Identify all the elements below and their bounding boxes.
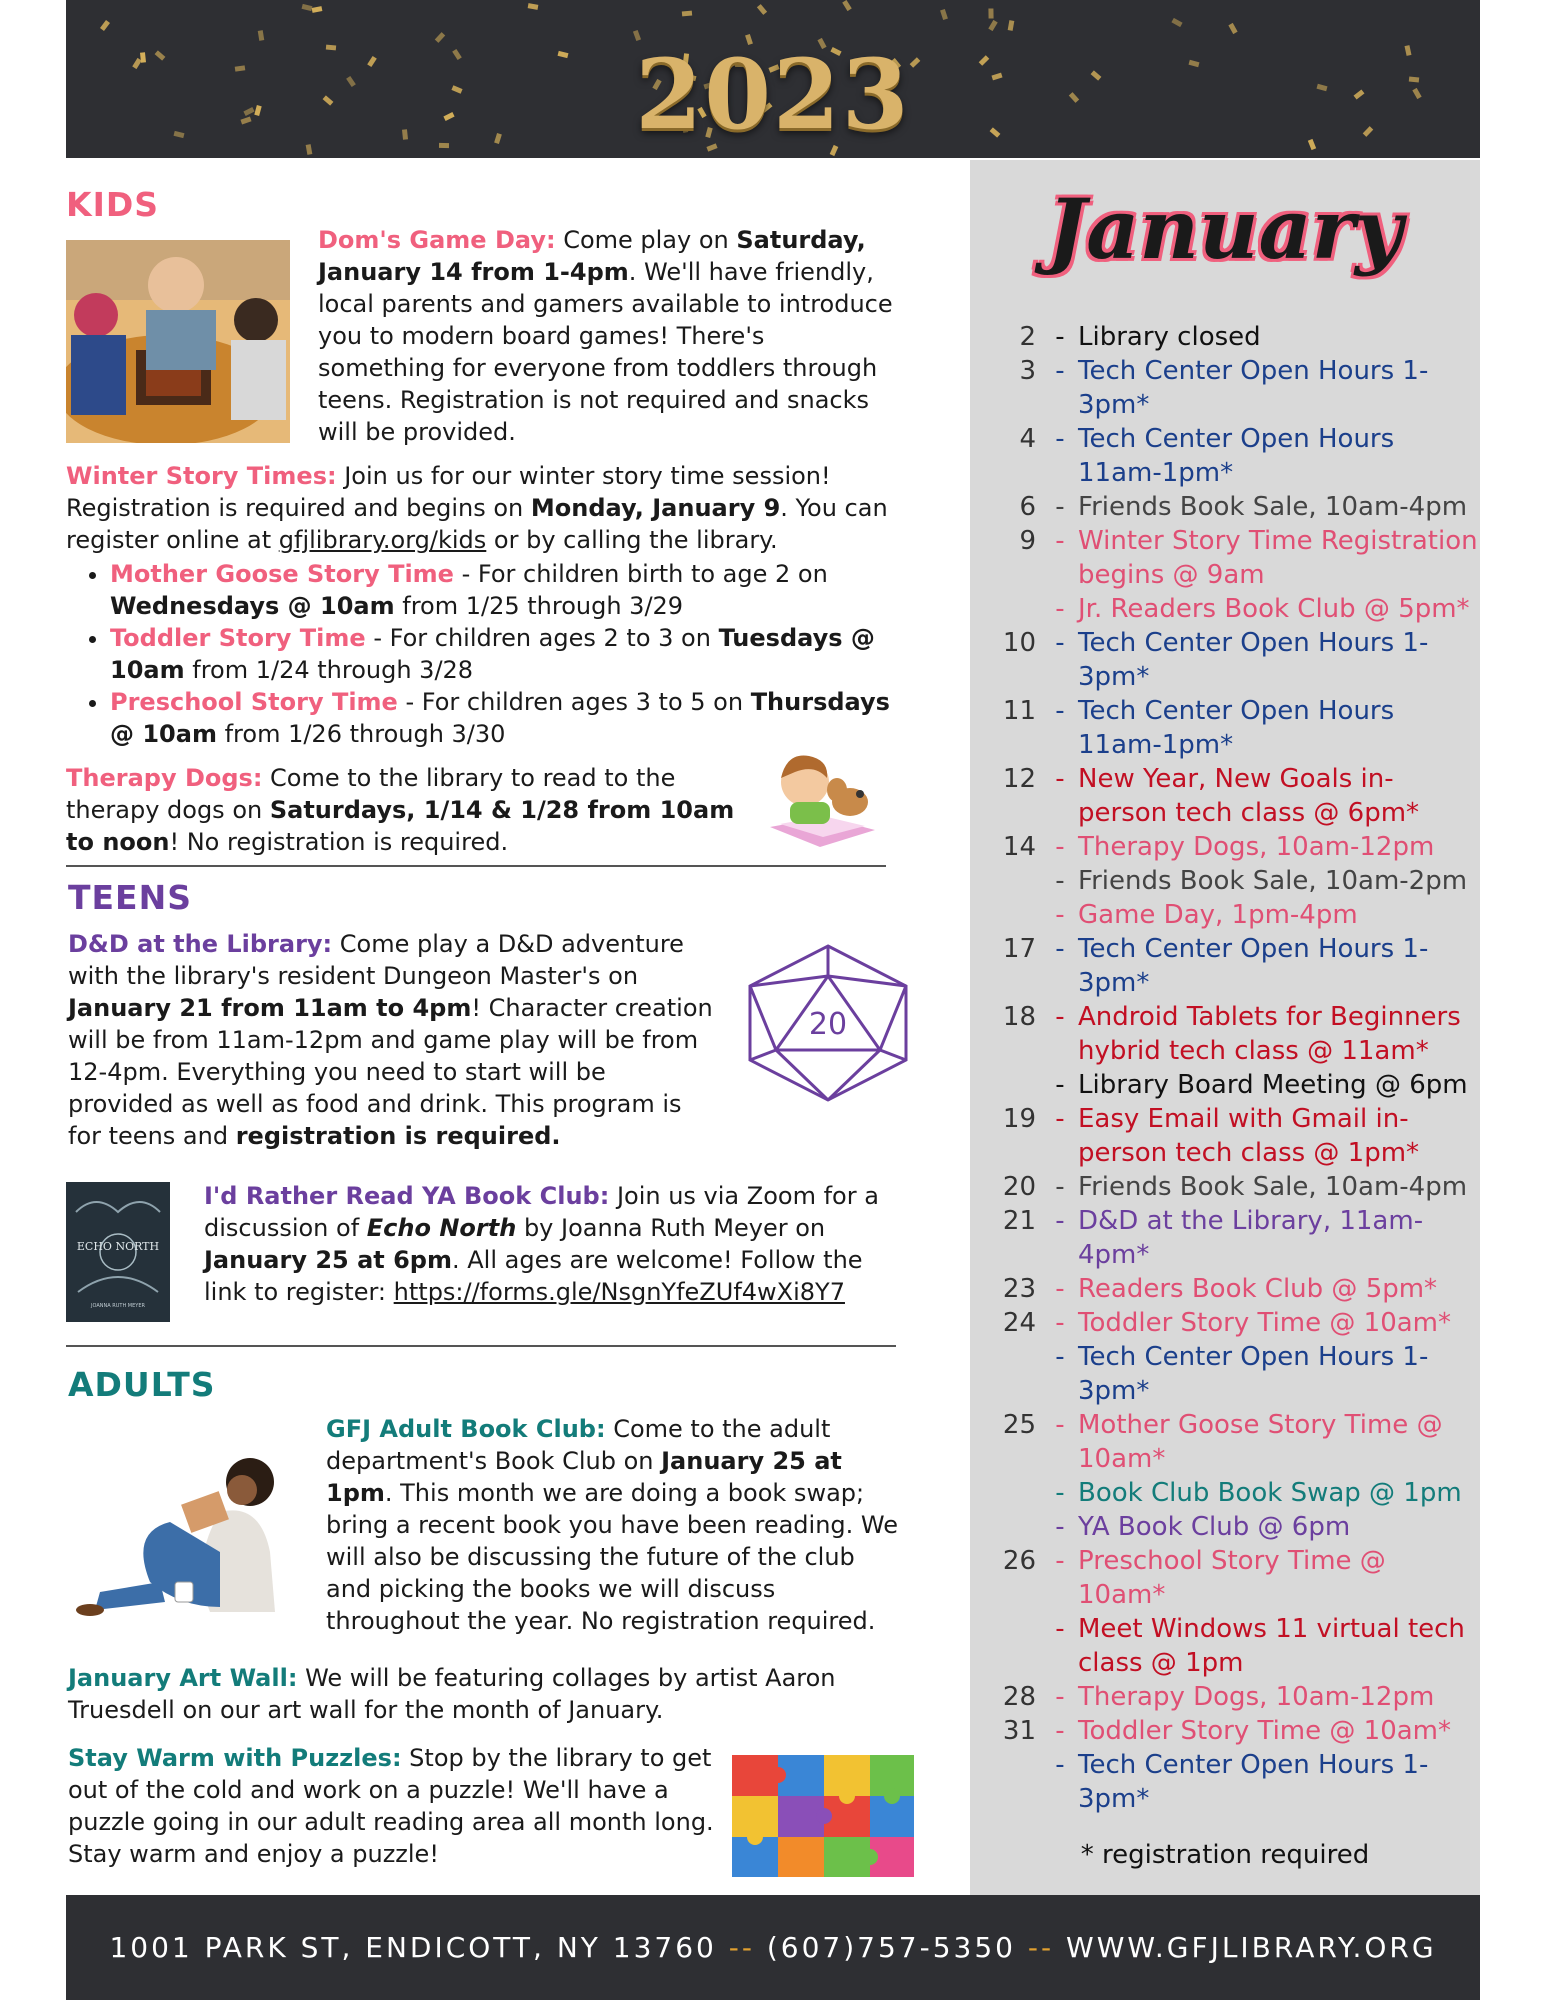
section-divider bbox=[66, 865, 886, 867]
calendar-event bbox=[970, 320, 1480, 354]
ya-book-club-label: I'd Rather Read YA Book Club: bbox=[204, 1182, 610, 1210]
d20-dice-icon bbox=[742, 942, 914, 1104]
ya-book-club-text: I'd Rather Read YA Book Club: Join us via Zoom for a discussion of Echo North by Joanna Ruth Meyer on January 25 at 6pm. All ages are welcome! Follow the link to register: https://forms.gle/NsgnYfeZUf4wXi8Y7 bbox=[204, 1182, 879, 1306]
calendar-event bbox=[970, 762, 1480, 830]
event-text: D&D at the Library, 11am-4pm* bbox=[1078, 1206, 1424, 1270]
calendar-event bbox=[970, 592, 1480, 626]
year-title: 2023 bbox=[635, 38, 911, 151]
event-dash: - bbox=[1055, 934, 1065, 964]
puzzle-pieces-image bbox=[732, 1755, 914, 1877]
january-calendar-sidebar bbox=[970, 160, 1480, 1895]
event-dash: - bbox=[1055, 1308, 1065, 1338]
book-cover-author: JOANNA RUTH MEYER bbox=[91, 1303, 145, 1309]
event-day: 10 bbox=[1002, 628, 1036, 658]
list-item: • Toddler Story Time - For children ages 2 to 3 on Tuesdays @ 10am from 1/24 through 3/28 bbox=[110, 622, 896, 686]
confetti-piece bbox=[100, 20, 110, 31]
kids-link[interactable]: gfjlibrary.org/kids bbox=[278, 526, 487, 554]
event-text: Readers Book Club @ 5pm* bbox=[1078, 1274, 1438, 1304]
calendar-event bbox=[970, 354, 1480, 422]
event-day: 18 bbox=[1002, 1002, 1036, 1032]
event-day bbox=[970, 1510, 1042, 1544]
calendar-event bbox=[970, 864, 1480, 898]
event-day bbox=[970, 1068, 1042, 1102]
confetti-piece bbox=[757, 4, 767, 15]
event-dash: - bbox=[1055, 424, 1065, 454]
event-dash: - bbox=[1055, 832, 1065, 862]
d20-number: 20 bbox=[808, 1007, 848, 1042]
calendar-event bbox=[970, 898, 1480, 932]
event-day bbox=[970, 1748, 1042, 1816]
calendar-event bbox=[970, 422, 1480, 490]
event-day: 26 bbox=[1002, 1546, 1036, 1576]
event-text: Preschool Story Time @ 10am* bbox=[1078, 1546, 1386, 1610]
event-dash: - bbox=[1055, 322, 1065, 352]
calendar-event bbox=[970, 1204, 1480, 1272]
event-dash: - bbox=[1055, 1206, 1065, 1236]
event-dash: - bbox=[1055, 866, 1065, 896]
ya-register-link[interactable]: https://forms.gle/NsgnYfeZUf4wXi8Y7 bbox=[393, 1278, 845, 1306]
event-text: Tech Center Open Hours 11am-1pm* bbox=[1078, 696, 1395, 760]
calendar-event bbox=[970, 1000, 1480, 1068]
month-title: January bbox=[1047, 182, 1403, 278]
game-day-label: Dom's Game Day: bbox=[318, 226, 556, 254]
event-day: 19 bbox=[1002, 1104, 1036, 1134]
event-day bbox=[970, 1340, 1042, 1408]
event-day: 28 bbox=[1002, 1682, 1036, 1712]
event-day: 6 bbox=[1019, 492, 1036, 522]
event-text: Game Day, 1pm-4pm bbox=[1078, 900, 1358, 930]
event-day: 9 bbox=[1019, 526, 1036, 556]
event-text: Meet Windows 11 virtual tech class @ 1pm bbox=[1078, 1614, 1465, 1678]
event-dash: - bbox=[1055, 628, 1065, 658]
confetti-piece bbox=[1228, 23, 1237, 34]
event-text: Winter Story Time Registration begins @ 9am bbox=[1078, 526, 1478, 590]
calendar-event bbox=[970, 1170, 1480, 1204]
game-day-text: Dom's Game Day: Come play on Saturday, January 14 from 1-4pm. We'll have friendly, local parents and gamers available to introduce you to modern board games! There's something for everyone from toddlers through teens. Registration is not required and snacks will be provided. bbox=[318, 226, 893, 446]
calendar-event bbox=[970, 830, 1480, 864]
event-dash: - bbox=[1055, 1342, 1065, 1372]
confetti-piece bbox=[988, 8, 993, 18]
winter-story-text: Winter Story Times: Join us for our winter story time session! Registration is required and begins on Monday, January 9. You can register online at gfjlibrary.org/kids or by calling the library. bbox=[66, 462, 888, 554]
list-item: • Preschool Story Time - For children ages 3 to 5 on Thursdays @ 10am from 1/26 through 3/30 bbox=[110, 686, 896, 750]
event-day: 3 bbox=[1019, 356, 1036, 386]
footer-separator: -- bbox=[1027, 1931, 1055, 1964]
event-text: Android Tablets for Beginners hybrid tech class @ 11am* bbox=[1078, 1002, 1461, 1066]
calendar-event bbox=[970, 626, 1480, 694]
event-text: Tech Center Open Hours 1-3pm* bbox=[1078, 356, 1429, 420]
puzzles-text: Stay Warm with Puzzles: Stop by the library to get out of the cold and work on a puzzle! We'll have a puzzle going in our adult reading area all month long. Stay warm and enjoy a puzzle! bbox=[68, 1744, 714, 1868]
calendar-event bbox=[970, 1748, 1480, 1816]
event-day: 14 bbox=[1002, 832, 1036, 862]
calendar-event bbox=[970, 1408, 1480, 1476]
list-item: • Mother Goose Story Time - For children birth to age 2 on Wednesdays @ 10am from 1/25 through 3/29 bbox=[110, 558, 896, 622]
event-text: Tech Center Open Hours 1-3pm* bbox=[1078, 628, 1429, 692]
event-day: 31 bbox=[1002, 1716, 1036, 1746]
confetti-piece bbox=[940, 9, 948, 20]
event-text: Book Club Book Swap @ 1pm bbox=[1078, 1478, 1462, 1508]
event-text: Friends Book Sale, 10am-4pm bbox=[1078, 492, 1468, 522]
event-text: Friends Book Sale, 10am-2pm bbox=[1078, 866, 1468, 896]
footer-contact-bar bbox=[66, 1895, 1480, 2000]
event-day: 11 bbox=[1002, 696, 1036, 726]
event-dash: - bbox=[1055, 356, 1065, 386]
event-dash: - bbox=[1055, 492, 1065, 522]
event-dash: - bbox=[1055, 1172, 1065, 1202]
event-dash: - bbox=[1055, 1274, 1065, 1304]
event-day: 23 bbox=[1002, 1274, 1036, 1304]
confetti-piece bbox=[312, 6, 323, 13]
event-day bbox=[970, 898, 1042, 932]
confetti-piece bbox=[842, 0, 852, 11]
art-wall-label: January Art Wall: bbox=[68, 1664, 298, 1692]
event-dash: - bbox=[1055, 696, 1065, 726]
calendar-event bbox=[970, 490, 1480, 524]
event-day: 21 bbox=[1002, 1206, 1036, 1236]
calendar-event bbox=[970, 1102, 1480, 1170]
event-day: 12 bbox=[1002, 764, 1036, 794]
event-day bbox=[970, 1476, 1042, 1510]
calendar-event bbox=[970, 1068, 1480, 1102]
event-text: YA Book Club @ 6pm bbox=[1078, 1512, 1351, 1542]
adult-book-club-label: GFJ Adult Book Club: bbox=[326, 1415, 606, 1443]
confetti-piece bbox=[1008, 20, 1015, 31]
event-text: Library closed bbox=[1078, 322, 1261, 352]
winter-story-label: Winter Story Times: bbox=[66, 462, 337, 490]
event-text: Easy Email with Gmail in-person tech class @ 1pm* bbox=[1078, 1104, 1420, 1168]
book-cover-title: ECHO NORTH bbox=[76, 1240, 160, 1253]
event-dash: - bbox=[1055, 1478, 1065, 1508]
footer-address: 1001 PARK ST, ENDICOTT, NY 13760 bbox=[109, 1931, 717, 1964]
event-text: Therapy Dogs, 10am-12pm bbox=[1078, 832, 1435, 862]
event-day: 4 bbox=[1019, 424, 1036, 454]
footer-phone[interactable]: (607)757-5350 bbox=[766, 1931, 1016, 1964]
calendar-event bbox=[970, 932, 1480, 1000]
therapy-dogs-text: Therapy Dogs: Come to the library to read to the therapy dogs on Saturdays, 1/14 & 1/28 from 10am to noon! No registration is required. bbox=[66, 764, 735, 856]
calendar-event bbox=[970, 524, 1480, 592]
event-text: Tech Center Open Hours 1-3pm* bbox=[1078, 1342, 1429, 1406]
kids-heading: KIDS bbox=[66, 185, 160, 224]
event-dash: - bbox=[1055, 1104, 1065, 1134]
confetti-piece bbox=[682, 11, 692, 17]
calendar-event bbox=[970, 1510, 1480, 1544]
event-dash: - bbox=[1055, 1750, 1065, 1780]
event-text: Tech Center Open Hours 1-3pm* bbox=[1078, 934, 1429, 998]
event-list bbox=[970, 320, 1480, 1816]
event-text: Toddler Story Time @ 10am* bbox=[1078, 1308, 1452, 1338]
event-dash: - bbox=[1055, 1546, 1065, 1576]
calendar-event bbox=[970, 1306, 1480, 1340]
section-divider bbox=[66, 1345, 896, 1347]
event-dash: - bbox=[1055, 1512, 1065, 1542]
event-day: 17 bbox=[1002, 934, 1036, 964]
confetti-piece bbox=[528, 3, 539, 10]
calendar-event bbox=[970, 1612, 1480, 1680]
calendar-event bbox=[970, 1680, 1480, 1714]
event-text: Therapy Dogs, 10am-12pm bbox=[1078, 1682, 1435, 1712]
event-dash: - bbox=[1055, 1682, 1065, 1712]
puzzles-label: Stay Warm with Puzzles: bbox=[68, 1744, 402, 1772]
event-text: Mother Goose Story Time @ 10am* bbox=[1078, 1410, 1443, 1474]
event-text: Tech Center Open Hours 11am-1pm* bbox=[1078, 424, 1395, 488]
calendar-event bbox=[970, 694, 1480, 762]
dnd-text: D&D at the Library: Come play a D&D adventure with the library's resident Dungeon Master's on January 21 from 11am to 4pm! Character creation will be from 11am-12pm and game play will be from 12-4pm. Everything you need to start will be provided as well as food and drink. This program is for teens and registration is required. bbox=[68, 930, 713, 1150]
footer-website[interactable]: WWW.GFJLIBRARY.ORG bbox=[1066, 1931, 1437, 1964]
event-day bbox=[970, 592, 1042, 626]
adults-heading: ADULTS bbox=[68, 1365, 216, 1404]
echo-north-book-cover bbox=[66, 1182, 170, 1322]
event-day bbox=[970, 1612, 1042, 1680]
event-text: Library Board Meeting @ 6pm bbox=[1078, 1070, 1468, 1100]
teens-heading: TEENS bbox=[68, 878, 192, 917]
header-banner bbox=[66, 0, 1480, 158]
calendar-event bbox=[970, 1340, 1480, 1408]
event-text: Tech Center Open Hours 1-3pm* bbox=[1078, 1750, 1429, 1814]
event-text: New Year, New Goals in-person tech class @ 6pm* bbox=[1078, 764, 1420, 828]
confetti-piece bbox=[988, 20, 997, 31]
child-reading-illustration bbox=[765, 742, 880, 852]
calendar-event bbox=[970, 1714, 1480, 1748]
therapy-dogs-label: Therapy Dogs: bbox=[66, 764, 263, 792]
event-dash: - bbox=[1055, 1614, 1065, 1644]
event-text: Jr. Readers Book Club @ 5pm* bbox=[1078, 594, 1470, 624]
confetti-piece bbox=[1171, 18, 1182, 27]
event-dash: - bbox=[1055, 1002, 1065, 1032]
event-dash: - bbox=[1055, 1070, 1065, 1100]
calendar-event bbox=[970, 1544, 1480, 1612]
event-text: Friends Book Sale, 10am-4pm bbox=[1078, 1172, 1468, 1202]
event-dash: - bbox=[1055, 900, 1065, 930]
event-dash: - bbox=[1055, 764, 1065, 794]
registration-note: * registration required bbox=[1080, 1840, 1370, 1870]
event-dash: - bbox=[1055, 1410, 1065, 1440]
footer-separator: -- bbox=[728, 1931, 755, 1964]
story-time-list bbox=[66, 558, 896, 750]
event-text: Toddler Story Time @ 10am* bbox=[1078, 1716, 1452, 1746]
calendar-event bbox=[970, 1272, 1480, 1306]
event-dash: - bbox=[1055, 594, 1065, 624]
event-day: 2 bbox=[1019, 322, 1036, 352]
event-dash: - bbox=[1055, 526, 1065, 556]
calendar-event bbox=[970, 1476, 1480, 1510]
event-day: 25 bbox=[1002, 1410, 1036, 1440]
event-day: 24 bbox=[1002, 1308, 1036, 1338]
event-day bbox=[970, 864, 1042, 898]
confetti-piece bbox=[302, 4, 313, 11]
art-wall-text: January Art Wall: We will be featuring collages by artist Aaron Truesdell on our art wall for the month of January. bbox=[68, 1664, 836, 1724]
kids-game-photo bbox=[66, 240, 290, 443]
woman-reading-illustration bbox=[70, 1432, 300, 1622]
adult-book-club-text: GFJ Adult Book Club: Come to the adult department's Book Club on January 25 at 1pm. This month we are doing a book swap; bring a recent book you have been reading. We will also be discussing the future of the club and picking the books we will discuss throughout the year. No registration required. bbox=[326, 1415, 898, 1635]
event-dash: - bbox=[1055, 1716, 1065, 1746]
event-day: 20 bbox=[1002, 1172, 1036, 1202]
dnd-label: D&D at the Library: bbox=[68, 930, 333, 958]
